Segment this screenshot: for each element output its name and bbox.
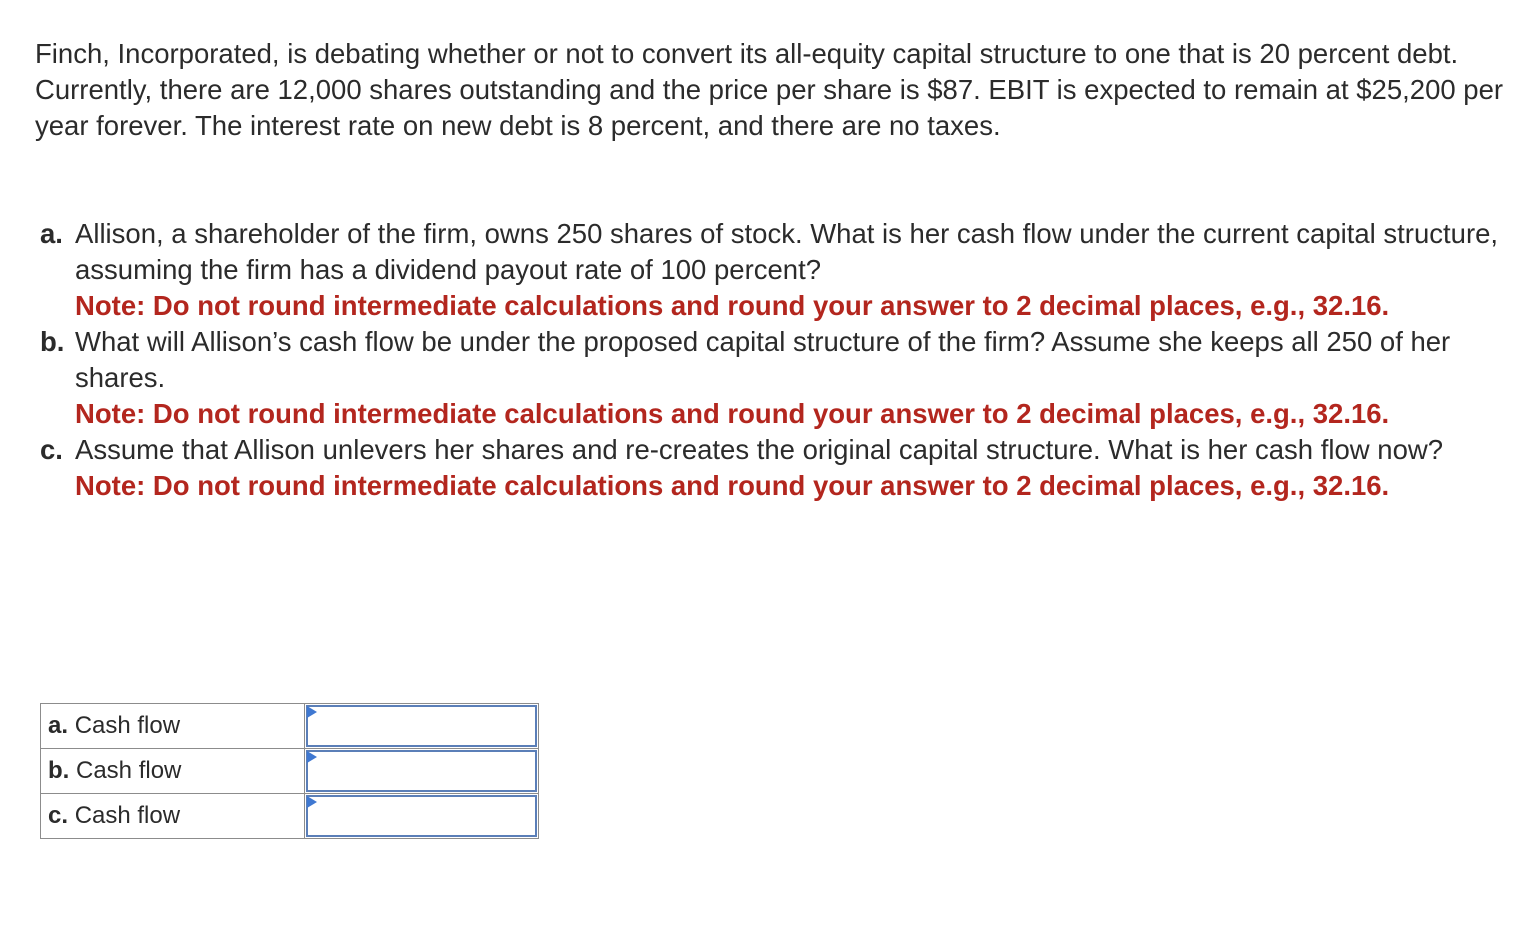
question-a xyxy=(40,216,1510,324)
question-letter: c. xyxy=(40,434,63,465)
cash-flow-b-input[interactable] xyxy=(306,750,537,792)
problem-intro: Finch, Incorporated, is debating whether or not to convert its all-equity capital structure to one that is 20 percent debt. Currently, there are 12,000 shares outstanding and the price per share is $87. EBIT is expected to remain at $25,200 per year forever. The interest rate on new debt is 8 percent, and there are no taxes. xyxy=(35,38,1504,141)
answer-input-cell xyxy=(305,749,539,794)
answer-label-text: Cash flow xyxy=(74,712,181,739)
answer-letter: c. xyxy=(48,802,69,829)
question-list xyxy=(40,216,1510,504)
answer-row-c xyxy=(41,794,539,839)
answer-label xyxy=(41,704,305,749)
question-b xyxy=(40,324,1510,432)
answer-label-text: Cash flow xyxy=(76,757,182,784)
answer-row-b xyxy=(41,749,539,794)
question-text: Assume that Allison unlevers her shares and re-creates the original capital structure. What is her cash flow now? xyxy=(75,434,1444,465)
answer-label xyxy=(41,794,305,839)
answer-input-cell xyxy=(305,794,539,839)
question-text: What will Allison’s cash flow be under the proposed capital structure of the firm? Assume she keeps all 250 of her shares. xyxy=(75,326,1451,393)
rounding-note: Note: Do not round intermediate calculations and round your answer to 2 decimal places, e.g., 32.16. xyxy=(75,290,1390,321)
rounding-note: Note: Do not round intermediate calculations and round your answer to 2 decimal places, e.g., 32.16. xyxy=(75,470,1390,501)
answer-row-a xyxy=(41,704,539,749)
answer-input-cell xyxy=(305,704,539,749)
cash-flow-a-input[interactable] xyxy=(306,705,537,747)
answer-label xyxy=(41,749,305,794)
question-letter: b. xyxy=(40,326,65,357)
answer-label-text: Cash flow xyxy=(74,802,181,829)
answer-table xyxy=(40,703,539,839)
rounding-note: Note: Do not round intermediate calculations and round your answer to 2 decimal places, e.g., 32.16. xyxy=(75,398,1390,429)
question-text: Allison, a shareholder of the firm, owns 250 shares of stock. What is her cash flow under the current capital structure, assuming the firm has a dividend payout rate of 100 percent? xyxy=(75,218,1499,285)
question-letter: a. xyxy=(40,218,63,249)
cash-flow-c-input[interactable] xyxy=(306,795,537,837)
question-c xyxy=(40,432,1510,504)
answer-letter: b. xyxy=(48,757,70,784)
answer-letter: a. xyxy=(48,712,69,739)
